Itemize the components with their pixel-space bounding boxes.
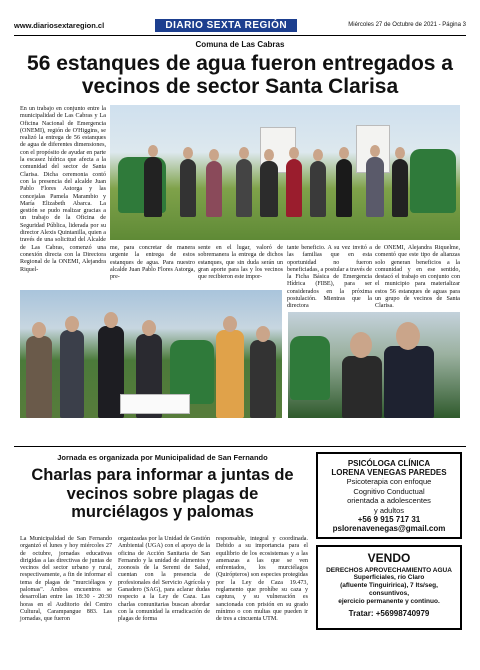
- person-head: [65, 316, 79, 332]
- article1-column-2: me, para concretar de manera urgente la entrega de estos estanques de agua. Para nuestro alcalde Juan Pablo Flores Astorga, pre-: [110, 245, 195, 281]
- person-figure: [180, 159, 196, 217]
- newspaper-brand: DIARIO SEXTA REGIÓN: [155, 19, 297, 32]
- ad-line: Cognitivo Conductual: [353, 486, 425, 496]
- ad-name: LORENA VENEGAS PAREDES: [331, 468, 447, 477]
- header-rule: [14, 35, 466, 36]
- person-figure: [26, 336, 52, 418]
- person-figure: [216, 330, 244, 418]
- person-head: [223, 316, 237, 332]
- ad-title: PSICÓLOGA CLÍNICA: [347, 459, 431, 468]
- ad-line: Superficiales, río Claro: [353, 574, 425, 581]
- person-head: [239, 147, 249, 159]
- ad-email[interactable]: pslorenavenegas@gmail.com: [332, 524, 446, 533]
- signing-table: [120, 394, 190, 414]
- ad-line: Psicoterapia con enfoque: [346, 477, 432, 486]
- article2-column-3: responsable, integral y coordinada. Debido a su importancia para el equilibrio de los ecosistemas y a las amenazas a las que se ven enfrentados, los murciélagos (Quirópteros) son especies protegidas por la Ley de Caza 19.473, reglamento que prohíbe su caza y captura, y su vulneración es sancionada con prisión en su grado mínimo o con multas que pueden ir de tres a cincuenta UTM.: [216, 536, 308, 623]
- ad-line: (afluente Tinguiririca), 7 lts/seg,: [340, 582, 438, 589]
- person-head: [148, 145, 158, 157]
- person-figure: [60, 330, 84, 418]
- person-head: [350, 332, 372, 358]
- article2-column-2: organizadas por la Unidad de Gestión Ambiental (UGA) con el apoyo de la oficina de Acción Sanitaria de San Fernando y la unidad de alimentos y zoonosis de la Seremi de Salud, cuentan con la presencia de profesionales del Servicio Agrícola y Ganadero (SAG), para aclarar dudas respecto a la Ley de Caza. Las charlas comunitarias buscan abordar con la comunidad la erradicación de plagas de forma: [118, 536, 210, 623]
- person-figure: [310, 161, 326, 217]
- article1-column-4: tante beneficio. A su vez invitó a las familias que en esta oportunidad no fueron beneficiadas, a postular a través de la Ficha Básica de Emergencia Hídrica (FIBE), para ser considerados en la próxima postulación. Mientras que la directora: [287, 245, 372, 310]
- section-rule: [14, 446, 466, 447]
- article2-headline: Charlas para informar a juntas de vecinos sobre plagas de murciélagos y palomas: [31, 466, 294, 521]
- ad-line: orientada a adolescentes: [347, 496, 431, 505]
- article2-column-1: La Municipalidad de San Fernando organizó el lunes y hoy miércoles 27 de octubre, jornadas educativas dirigidas a las directivas de juntas de vecinos del sector urbano y rural, respectivamente, a fin de informar el tema de plagas de "murciélagos y palomas". Ambos encuentros se desarrollan entre las 18:30 - 20:30 horas en el Auditorio del Centro Cultural, Carampangue 883. Las jornadas, que fueron: [20, 536, 112, 623]
- person-head: [370, 145, 380, 157]
- person-figure: [336, 159, 352, 217]
- person-head: [183, 147, 193, 159]
- article1-kicker: Comuna de Las Cabras: [195, 40, 285, 49]
- person-figure: [286, 159, 302, 217]
- person-head: [256, 326, 270, 342]
- ad-line: DERECHOS APROVECHAMIENTO AGUA: [326, 567, 452, 574]
- person-figure: [144, 157, 162, 217]
- article2-kicker: Jornada es organizada por Municipalidad de San Fernando: [57, 453, 268, 462]
- psychologist-ad: [316, 452, 462, 539]
- person-head: [32, 322, 46, 338]
- ad-line: consuntivos,: [368, 590, 410, 597]
- person-figure: [366, 157, 384, 217]
- document-signing-photo: [20, 290, 282, 418]
- person-figure: [342, 356, 382, 418]
- article1-column-3: sente en el lugar, valoró de sobremanera la entrega de dichos estanques, que sin duda serán un gran aporte para las y los vecinos que recibieron este impor-: [198, 245, 283, 281]
- person-figure: [206, 161, 222, 217]
- person-figure: [260, 161, 278, 217]
- person-head: [339, 147, 349, 159]
- person-head: [209, 149, 219, 161]
- person-head: [264, 149, 274, 161]
- article1-column-1: En un trabajo en conjunto entre la municipalidad de Las Cabras y La Oficina Nacional de Emergencia (ONEMI), región de O'Higgins, se realizó la entrega de 56 estanques de agua de diferentes dimensiones, con el propósito de ayudar en parte la escasez hídrica que afecta a la comunidad del sector de Santa Clarisa. Dicha ceremonia contó con la presencia del alcalde Juan Pablo Flores Astorga y las concejalas Pamela Marambio y María Elizabeth Abarca. La gestión se pudo realizar gracias a un trabajo de la Oficina de Seguridad Pública, liderada por su director Alexis Quintanilla, quien a través de una solicitud del Alcalde de Las Cabras, comenzó una conexión directa con la Directora Regional de la ONEMI, Alejandra Riquel-: [20, 106, 106, 273]
- person-figure: [250, 340, 276, 418]
- person-head: [142, 320, 156, 336]
- person-head: [104, 312, 118, 328]
- article1-headline: 56 estanques de agua fueron entregados a vecinos de sector Santa Clarisa: [27, 52, 453, 98]
- ad-line: y adultos: [373, 505, 405, 515]
- ad-phone[interactable]: +56 9 915 717 31: [357, 515, 421, 524]
- article1-column-5: de ONEMI, Alejandra Riquelme, comentó que este tipo de alianzas solo generan beneficios a la comunidad y en ese sentido, destacó el trabajo en conjunto con el municipio para materializar estos 56 estanques de aguas para un grupo de vecinos de Santa Clarisa.: [375, 245, 460, 310]
- water-rights-ad: [316, 545, 462, 630]
- page-header: [14, 18, 466, 32]
- person-head: [396, 322, 420, 350]
- water-tank-icon: [290, 336, 330, 400]
- ceremony-group-photo: [110, 105, 460, 240]
- ad-title: VENDO: [367, 551, 411, 565]
- water-tank-icon: [410, 149, 456, 213]
- person-figure: [392, 159, 408, 217]
- person-head: [313, 149, 323, 161]
- ad-contact[interactable]: Tratar: +56998740979: [348, 609, 430, 618]
- person-figure: [236, 159, 252, 217]
- issue-date: Miércoles 27 de Octubre de 2021 - Página 3: [348, 22, 466, 28]
- site-url[interactable]: www.diariosextaregion.cl: [14, 20, 105, 30]
- person-figure: [384, 346, 434, 418]
- officials-portrait-photo: [288, 312, 460, 418]
- person-head: [289, 147, 299, 159]
- person-head: [395, 147, 405, 159]
- ad-line: ejercicio permanente y continuo.: [338, 598, 440, 605]
